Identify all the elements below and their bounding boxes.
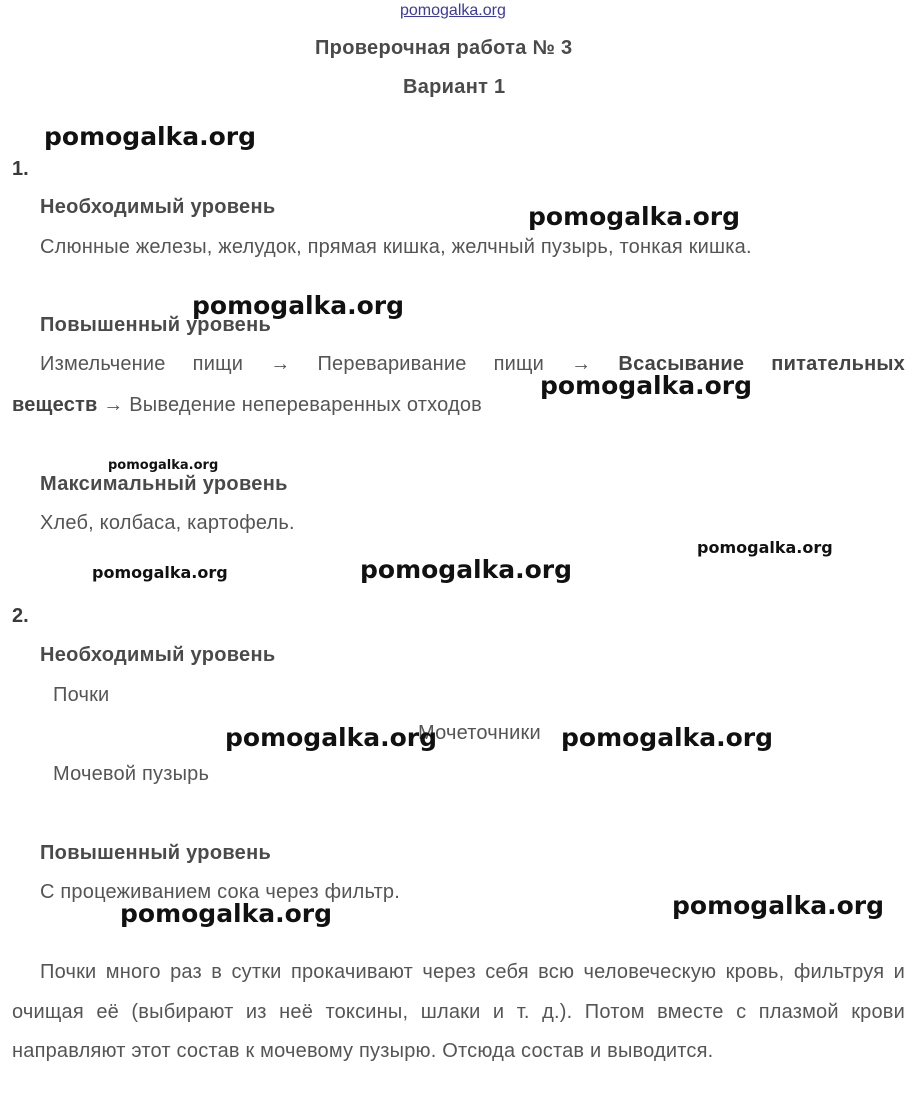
task-1-maximum-answer: Хлеб, колбаса, картофель. (40, 512, 295, 534)
watermark: pomogalka.org (561, 723, 774, 752)
task-2-required-heading: Необходимый уровень (40, 644, 276, 666)
label-bladder: Мочевой пузырь (53, 763, 210, 785)
task-1-number: 1. (12, 158, 29, 180)
label-ureters: Мочеточники (418, 722, 541, 744)
task-1-required-heading: Необходимый уровень (40, 196, 276, 218)
digestion-steps: Измельчение пищи → Переваривание пищи → (40, 353, 592, 375)
task-1-maximum-heading: Максимальный уровень (40, 473, 288, 495)
task-2-advanced-answer: С процеживанием сока через фильтр. (40, 881, 401, 903)
watermark: pomogalka.org (120, 899, 333, 928)
task-1-required-answer: Слюнные железы, желудок, прямая кишка, желчный пузырь, тонкая кишка. (40, 236, 752, 258)
task-1-advanced-line-2 (12, 394, 482, 417)
task-2-advanced-heading: Повышенный уровень (40, 842, 272, 864)
label-kidneys: Почки (53, 684, 110, 706)
watermark: pomogalka.org (192, 291, 405, 320)
page-title: Проверочная работа № 3 (315, 37, 573, 59)
watermark: pomogalka.org (360, 555, 573, 584)
task-2-number: 2. (12, 605, 29, 627)
watermark: pomogalka.org (225, 723, 438, 752)
task-1-advanced-heading: Повышенный уровень (40, 314, 272, 336)
absorption-step-end: веществ (12, 394, 98, 416)
variant-title: Вариант 1 (403, 76, 506, 98)
excretion-step: → Выведение непереваренных отходов (103, 394, 483, 416)
watermark: pomogalka.org (108, 458, 219, 473)
watermark: pomogalka.org (44, 122, 257, 151)
site-link[interactable]: pomogalka.org (400, 2, 506, 19)
absorption-step: Всасывание питательных (618, 353, 905, 375)
watermark: pomogalka.org (697, 538, 833, 557)
watermark: pomogalka.org (528, 202, 741, 231)
watermark: pomogalka.org (92, 563, 228, 582)
task-2-explanation: Почки много раз в сутки прокачивают через себя всю человеческую кровь, фильтруя и очищая её (выбирают из неё токсины, шлаки и т. д.). Потом вместе с плазмой крови направляют этот состав к мочевому пузырю. Отсюда состав и выводится. (12, 961, 905, 1062)
watermark: pomogalka.org (540, 371, 753, 400)
task-1-advanced-line-1 (40, 353, 905, 376)
watermark: pomogalka.org (672, 891, 885, 920)
